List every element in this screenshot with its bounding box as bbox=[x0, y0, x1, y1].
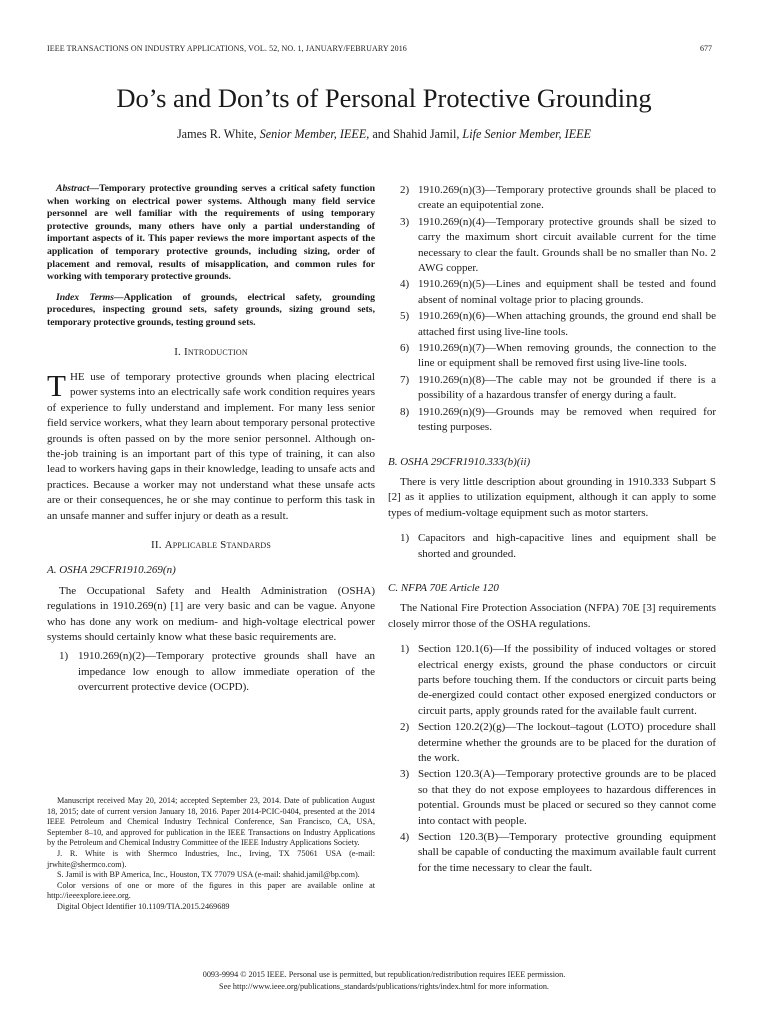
list-item-text: 1910.269(n)(9)—Grounds may be removed when required for testing purposes. bbox=[418, 405, 716, 434]
list-item-number: 5) bbox=[400, 310, 410, 323]
abstract-text: Temporary protective grounding serves a critical safety function when working on electrical power systems. Although many field service personnel are well familiar with the requirements of using temporary protective grounds, many others have only a partial understanding of important aspects of it. This paper reviews the more important aspects of the application of temporary protective grounds, including sizing, order of placement and removal, results of misapplication, and common rules for working with temporary protective grounds. bbox=[47, 183, 375, 283]
list-item-number: 8) bbox=[400, 405, 410, 418]
list-item bbox=[388, 277, 716, 308]
author-2-role: Life Senior Member, IEEE bbox=[462, 127, 592, 141]
osha-269-list-part-1 bbox=[47, 649, 375, 695]
index-terms bbox=[47, 292, 375, 330]
footnote-manuscript: Manuscript received May 20, 2014; accepted September 23, 2014. Date of publication August 18, 2015; date of current version January 18, 2016. Paper 2014-PCIC-0404, presented at the 2014 IEEE Petroleum and Chemical Industry Technical Conference, San Francisco, CA, USA, September 8–10, and approved for publication in the IEEE Transactions on Industry Applications by the Petroleum and Chemical Industry Committee of the IEEE Industry Applications Society. bbox=[47, 796, 375, 848]
list-item-text: 1910.269(n)(3)—Temporary protective grounds shall be placed to create an equipotential zone. bbox=[418, 184, 716, 212]
list-item-number: 2) bbox=[400, 184, 410, 196]
left-column bbox=[47, 183, 375, 697]
list-item-number: 4) bbox=[400, 831, 410, 844]
list-item-number: 7) bbox=[400, 373, 410, 386]
section-1-numeral: I. bbox=[174, 345, 182, 358]
list-item bbox=[388, 830, 716, 876]
abstract bbox=[47, 183, 375, 284]
running-header-page-number: 677 bbox=[700, 44, 712, 53]
first-page-footnote bbox=[47, 796, 375, 913]
paper-title: Do’s and Don’ts of Personal Protective Grounding bbox=[116, 83, 652, 113]
list-item-text: 1910.269(n)(8)—The cable may not be grounded if there is a possibility of a hazardous transfer of energy during a fault. bbox=[418, 373, 716, 402]
osha-269-list-part-2 bbox=[388, 183, 716, 436]
introduction-paragraph bbox=[47, 367, 375, 524]
subsection-c-paragraph: The National Fire Protection Association (NFPA) 70E [3] requirements closely mirror those of the OSHA regulations. bbox=[388, 602, 716, 630]
nfpa-70e-list bbox=[388, 642, 716, 876]
right-column bbox=[388, 183, 716, 877]
list-item-text: 1910.269(n)(2)—Temporary protective grounds shall have an impedance low enough to allow immediate operation of the overcurrent protective device (OCPD). bbox=[78, 650, 375, 694]
list-item-number: 6) bbox=[400, 342, 410, 355]
list-item bbox=[388, 531, 716, 562]
list-item-number: 4) bbox=[400, 278, 410, 291]
footnote-color-versions: Color versions of one or more of the figures in this paper are available online at http://ieeexplore.ieee.org. bbox=[47, 880, 375, 901]
list-item-text: 1910.269(n)(7)—When removing grounds, the connection to the line or equipment shall be removed first using live-line tools. bbox=[418, 342, 716, 370]
list-item-text: Section 120.3(A)—Temporary protective grounds are to be placed so that they do not expose employees to hazardous differences in potential. Grounds must be placed or secured so they cannot come into contact with people. bbox=[418, 768, 716, 827]
list-item-number: 3) bbox=[400, 768, 410, 781]
list-item bbox=[388, 341, 716, 372]
osha-333-list bbox=[388, 531, 716, 562]
author-line bbox=[0, 127, 768, 142]
author-1-role: Senior Member, IEEE, bbox=[259, 127, 370, 141]
section-1-heading bbox=[47, 345, 375, 360]
list-item bbox=[388, 767, 716, 829]
footnote-doi: Digital Object Identifier 10.1109/TIA.2015.2469689 bbox=[57, 901, 230, 911]
list-item-text: Capacitors and high-capacitive lines and equipment shall be shorted and grounded. bbox=[418, 532, 716, 560]
subsection-b-heading: B. OSHA 29CFR1910.333(b)(ii) bbox=[388, 455, 531, 468]
list-item-text: 1910.269(n)(4)—Temporary protective grounds shall be sized to carry the maximum short circuit available current for the time necessary to clear the fault. Grounds shall be no smaller than No. 2 AWG copper. bbox=[418, 215, 716, 275]
drop-cap-letter: T bbox=[47, 367, 66, 403]
introduction-text: HE use of temporary protective grounds when placing electrical power systems into an electrically safe work condition requires years of experience to fully understand and implement. For many less senior field service workers, what they learn about temporary personal protective grounds is often passed on by the more senior personnel. Although on-the-job training is an important part of this type of training, it can also lead to workers having gaps in their knowledge, leading to unsafe acts and practices. Because a worker may not understand what these unsafe acts are or their consequences, he or she may continue to perform this task in an unsafe manner and suffer injury or death as a result. bbox=[47, 370, 375, 522]
footnote-author-2: S. Jamil is with BP America, Inc., Houston, TX 77079 USA (e-mail: shahid.jamil@bp.com). bbox=[57, 870, 360, 880]
section-2-title: Applicable Standards bbox=[164, 539, 272, 551]
list-item-number: 2) bbox=[400, 721, 410, 734]
section-1-title: Introduction bbox=[183, 345, 248, 358]
list-item bbox=[47, 649, 375, 695]
list-item-text: Section 120.1(6)—If the possibility of induced voltages or stored electrical energy exists, ground the phase conductors or circuit parts before touching them. If the conductors or circuit parts being de-energized could contact other exposed energized conductors or circuit parts, apply grounds rated for the available fault current. bbox=[418, 643, 716, 717]
list-item bbox=[388, 309, 716, 340]
list-item bbox=[388, 642, 716, 719]
rights-url-line: See http://www.ieee.org/publications_standards/publications/rights/index.html for more information. bbox=[219, 982, 549, 991]
copyright-footer bbox=[0, 969, 768, 993]
section-2-numeral: II. bbox=[150, 539, 162, 551]
list-item bbox=[388, 405, 716, 436]
list-item bbox=[388, 720, 716, 766]
list-item bbox=[388, 183, 716, 214]
subsection-a-heading: A. OSHA 29CFR1910.269(n) bbox=[47, 564, 176, 577]
index-terms-text: Application of grounds, electrical safety, grounding procedures, inspecting ground sets, safety grounds, sizing ground sets, temporary protective grounds, testing ground sets. bbox=[47, 291, 375, 328]
list-item bbox=[388, 215, 716, 277]
list-item-text: Section 120.3(B)—Temporary protective grounding equipment shall be capable of conducting the maximum available fault current for the time necessary to clear the fault. bbox=[418, 831, 716, 874]
subsection-b-paragraph: There is very little description about grounding in 1910.333 Subpart S [2] as it applies to utilization equipment, although it can apply to some types of medium-voltage equipment such as motor starters. bbox=[388, 475, 716, 519]
list-item-number: 3) bbox=[400, 215, 410, 228]
subsection-a-paragraph: The Occupational Safety and Health Administration (OSHA) regulations in 1910.269(n) [1] are very basic and can be vague. Anyone who has done any work on medium- and high-voltage electrical power systems should certainly know what these basic requirements are. bbox=[47, 584, 375, 644]
copyright-line: 0093-9994 © 2015 IEEE. Personal use is permitted, but republication/redistribution requires IEEE permission. bbox=[202, 970, 566, 979]
list-item-number: 1) bbox=[400, 643, 410, 656]
list-item-number: 1) bbox=[59, 650, 69, 663]
list-item bbox=[388, 373, 716, 404]
index-terms-label: Index Terms— bbox=[56, 291, 124, 303]
list-item-text: 1910.269(n)(6)—When attaching grounds, the ground end shall be attached first using live-line tools. bbox=[418, 310, 716, 338]
abstract-label: Abstract— bbox=[56, 183, 100, 194]
footnote-author-1: J. R. White is with Shermco Industries, Inc., Irving, TX 75061 USA (e-mail: jrwhite@shermco.com). bbox=[47, 848, 375, 869]
section-2-heading bbox=[47, 538, 375, 553]
subsection-c-heading: C. NFPA 70E Article 120 bbox=[388, 581, 499, 594]
running-header-journal: IEEE TRANSACTIONS ON INDUSTRY APPLICATIONS, VOL. 52, NO. 1, JANUARY/FEBRUARY 2016 bbox=[47, 44, 407, 53]
list-item-number: 1) bbox=[400, 532, 410, 545]
author-2-name: and Shahid Jamil, bbox=[372, 127, 460, 141]
author-1-name: James R. White, bbox=[176, 127, 257, 141]
list-item-text: 1910.269(n)(5)—Lines and equipment shall be tested and found absent of nominal voltage prior to placing grounds. bbox=[418, 278, 716, 306]
list-item-text: Section 120.2(2)(g)—The lockout–tagout (LOTO) procedure shall determine whether the grounds are to be placed for the duration of the work. bbox=[418, 721, 716, 764]
